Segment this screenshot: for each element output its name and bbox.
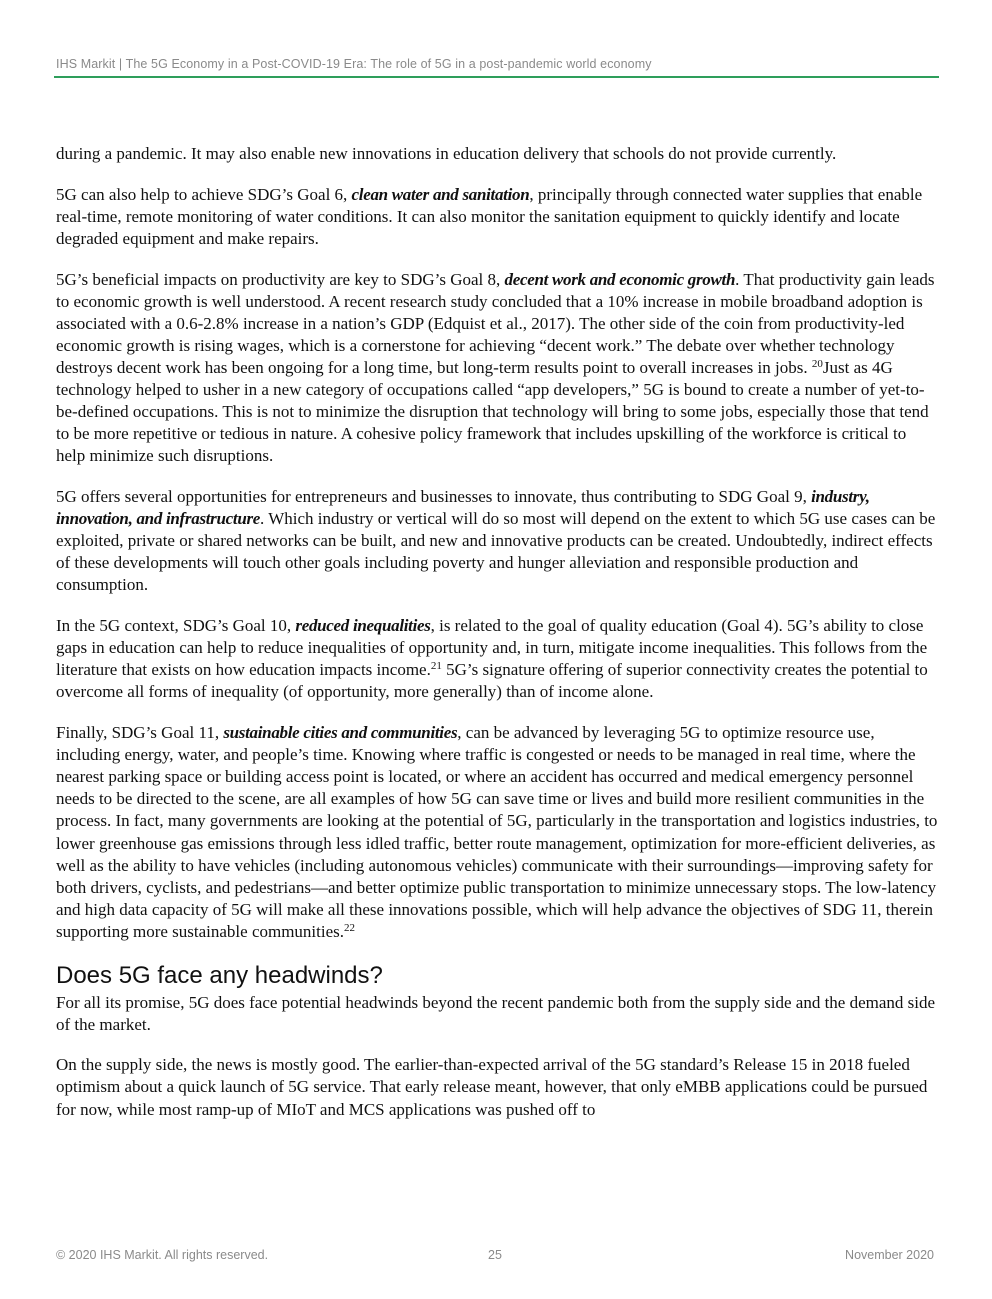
- footer-copyright: © 2020 IHS Markit. All rights reserved.: [56, 1248, 269, 1262]
- paragraph-text: Finally, SDG’s Goal 11,: [56, 723, 224, 743]
- paragraph-goal-11: [56, 722, 938, 943]
- paragraph-goal-6: [56, 184, 938, 250]
- footer-date: November 2020: [845, 1248, 934, 1262]
- paragraph-text: , is related to the goal of quality education (Goal 4). 5G’s ability to close gaps in education can help to reduce inequalities of opportunity and, in turn, mitigate income inequalities. This follows from the literature that exists on how education impacts income.: [56, 616, 928, 680]
- paragraph-headwinds-intro: For all its promise, 5G does face potential headwinds beyond the recent pandemic both from the supply side and the demand side of the market.: [56, 992, 936, 1034]
- paragraph-text: 5G’s beneficial impacts on productivity are key to SDG’s Goal 8,: [56, 269, 505, 289]
- paragraph-text: 5G’s signature offering of superior connectivity creates the potential to overcome all forms of inequality (of opportunity, more generally) than of income alone.: [56, 660, 928, 702]
- goal-10-emphasis: reduced inequalities: [295, 616, 431, 636]
- footnote-ref-22[interactable]: 22: [344, 921, 356, 934]
- goal-9-emphasis: industry, innovation, and infrastructure: [56, 487, 870, 529]
- goal-11-emphasis: sustainable cities and communities: [223, 723, 458, 743]
- paragraph-goal-9: [56, 486, 938, 596]
- paragraph-goal-10: [56, 615, 938, 703]
- paragraph-text: Just as 4G technology helped to usher in a new category of occupations called “app developers,” 5G is bound to create a number of yet-to-be-defined occupations. This is not to minimize the disruption that technology will bring to some jobs, especially those that tend to be more repetitive or tedious in nature. A cohesive policy framework that includes upskilling of the workforce is critical to help minimize such disruptions.: [56, 357, 929, 466]
- paragraph-text: . That productivity gain leads to economic growth is well understood. A recent research study concluded that a 10% increase in mobile broadband adoption is associated with a 0.6-2.8% increase in a nation’s GDP (Edquist et al., 2017). The other side of the coin from productivity-led economic growth is rising wages, which is a cornerstone for achieving “decent work.” The debate over whether technology destroys decent work has been ongoing for a long time, but long-term results point to overall increases in jobs.: [56, 269, 935, 377]
- header-rule: [54, 76, 939, 78]
- paragraph-text: 5G offers several opportunities for entrepreneurs and businesses to innovate, thus contributing to SDG Goal 9,: [56, 487, 812, 506]
- goal-6-emphasis: clean water and sanitation: [351, 184, 530, 204]
- paragraph-text: . Which industry or vertical will do so most will depend on the extent to which 5G use cases can be exploited, private or shared networks can be built, and new and innovative products can be created. Undoubtedly, indirect effects of these developments will touch other goals including poverty and hunger alleviation and responsible production and consumption.: [56, 509, 936, 595]
- paragraph-text: , can be advanced by leveraging 5G to optimize resource use, including energy, water, and people’s time. Knowing where traffic is congested or needs to be managed in real time, where the nearest parking space or building access point is located, or where an accident has occurred and medical emergency personnel needs to be directed to the scene, are all examples of how 5G can save time or lives and build more resilient communities in the process. In fact, many governments are looking at the potential of 5G, particularly in the transportation and logistics industries, to lower greenhouse gas emissions through less idled traffic, better route management, optimization for more-efficient deliveries, as well as the ability to have vehicles (including autonomous vehicles) communicate with their surroundings—improving safety for both drivers, cyclists, and pedestrians—and better optimize public transportation to minimize unnecessary stops. The low-latency and high data capacity of 5G will make all these innovations possible, which will help advance the objectives of SDG 11, therein supporting more sustainable communities.: [56, 723, 938, 941]
- paragraph-text: , principally through connected water supplies that enable real-time, remote monitoring of water conditions. It can also monitor the sanitation equipment to quickly identify and locate degraded equipment and make repairs.: [56, 184, 923, 248]
- paragraph-text: 5G can also help to achieve SDG’s Goal 6,: [56, 184, 352, 204]
- paragraph-supply-side: On the supply side, the news is mostly good. The earlier-than-expected arrival of the 5G standard’s Release 15 in 2018 fueled optimism about a quick launch of 5G service. That early release meant, however, that only eMBB applications could be pursued for now, while most ramp-up of MIoT and MCS applications was pushed off to: [56, 1055, 928, 1119]
- paragraph-goal-8: [56, 269, 938, 468]
- running-header: IHS Markit | The 5G Economy in a Post-COVID-19 Era: The role of 5G in a post-pandemic world economy: [56, 57, 652, 71]
- paragraph-education: during a pandemic. It may also enable new innovations in education delivery that schools do not provide currently.: [56, 144, 837, 163]
- page-body: [56, 143, 938, 1139]
- paragraph-text: In the 5G context, SDG’s Goal 10,: [56, 616, 296, 636]
- goal-8-emphasis: decent work and economic growth: [504, 269, 736, 289]
- footnote-ref-21[interactable]: 21: [430, 660, 442, 673]
- footnote-ref-20[interactable]: 20: [811, 357, 823, 370]
- footer-page-number: 25: [488, 1248, 502, 1262]
- section-heading: Does 5G face any headwinds?: [56, 961, 383, 989]
